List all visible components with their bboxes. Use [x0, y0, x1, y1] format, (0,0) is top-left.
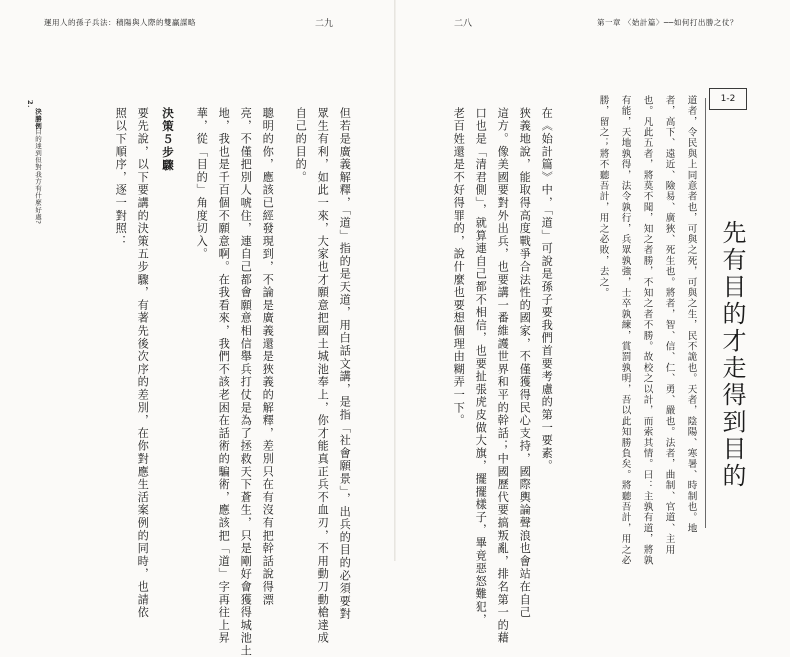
- chapter-title: 先有目的才走得到目的: [718, 220, 746, 490]
- left-body-column-5: 亮，不僅把別人唬住，連自己都會願意相信舉兵打仗是為了拯救天下蒼生，只是剛好會獲得城池土: [239, 107, 253, 657]
- right-body-column-3: 這方。像美國要對外出兵，也要講一番維護世界和平的幹話；中國歷代要搞叛亂，排名第一的藉: [496, 107, 510, 645]
- classic-quote-column-5: 勝，留之；將不聽吾計，用之必敗，去之。: [597, 95, 609, 299]
- classic-quote-column-4: 有能，天地孰得，法令孰行，兵眾孰強，士卒孰練，賞罰孰明，吾以此知勝負矣。將聽吾計，用之必: [619, 95, 631, 566]
- section-number-badge: 1-2: [709, 88, 747, 110]
- classic-quote-column-3: 也。凡此五者，將莫不聞，知之者勝，不知之者不勝。故校之以計，而索其情。曰：主孰有道，將孰: [641, 95, 653, 566]
- left-body-column-6: 地，我也是千百個不願意啊。在我看來，我們不該老困在話術的騙術，應該把「道」字再往上昇: [217, 107, 231, 645]
- left-body-column-7: 華，從「目的」角度切入。: [195, 107, 209, 261]
- right-body-column-2: 狹義地說，能取得高度戰爭合法性的國家，不僅獲得民心支持，國際輿論聲浪也會站在自己: [518, 107, 532, 619]
- left-body-column-2: 眾生有利，如此一來，大家也才願意把國土城池奉上，你才能真正兵不血刃，不用動刀動槍達成: [316, 107, 330, 645]
- side-note-title: 決勝例: [34, 108, 42, 130]
- classic-quote-column-2: 者，高下、遠近、險易、廣狹、死生也。將者，智、信、仁、勇、嚴也。法者，曲制、官道、主用: [663, 95, 675, 556]
- section-heading: 決策５步驟: [161, 107, 175, 172]
- right-body-column-1: 在《始計篇》中，「道」可說是孫子要我們首要考慮的第一要素。: [540, 107, 554, 473]
- right-body-column-5: 老百姓還是不好得罪的，說什麼也要想個理由糊弄一下。: [452, 107, 466, 427]
- side-note-label: 2.: [26, 100, 34, 108]
- left-body-column-1: 但若是廣義解釋，「道」指的是天道，用白話文講，是指「社會願景」，出兵的目的必須要對: [338, 107, 352, 621]
- left-body-column-8: 要先說，以下要講的決策五步驟，有著先後次序的差別，在你對應生活案例的同時，也請依: [136, 107, 150, 619]
- left-body-column-3: 自己的目的。: [294, 107, 308, 184]
- right-page-number: 二八: [454, 19, 473, 29]
- classic-quote-column-1: 道者，令民與上同意者也，可與之死，可與之生，民不詭也。天者，陰陽、寒暑、時制也。地: [685, 95, 697, 534]
- left-body-column-9: 照以下順序，逐一對照：: [114, 107, 128, 248]
- right-body-column-4: 口也是「清君側」，就算連自己都不相信，也要扯張虎皮做大旗，擺擺樣子，畢竟惡怒難犯，: [474, 107, 488, 627]
- left-page-number: 二九: [315, 19, 334, 29]
- right-running-header: 第一章 〈始計篇〉──如何打出勝之仗？: [597, 18, 738, 27]
- left-body-column-4: 聰明的你，應該已經發現到，不論是廣義還是狹義的解釋，差別只在有沒有把幹話說得漂: [261, 107, 275, 607]
- left-running-header: 運用人的孫子兵法：積陽與人際的雙贏謀略: [44, 18, 196, 27]
- side-note-text: 目的達到但對我方有什麼好處?: [34, 128, 42, 225]
